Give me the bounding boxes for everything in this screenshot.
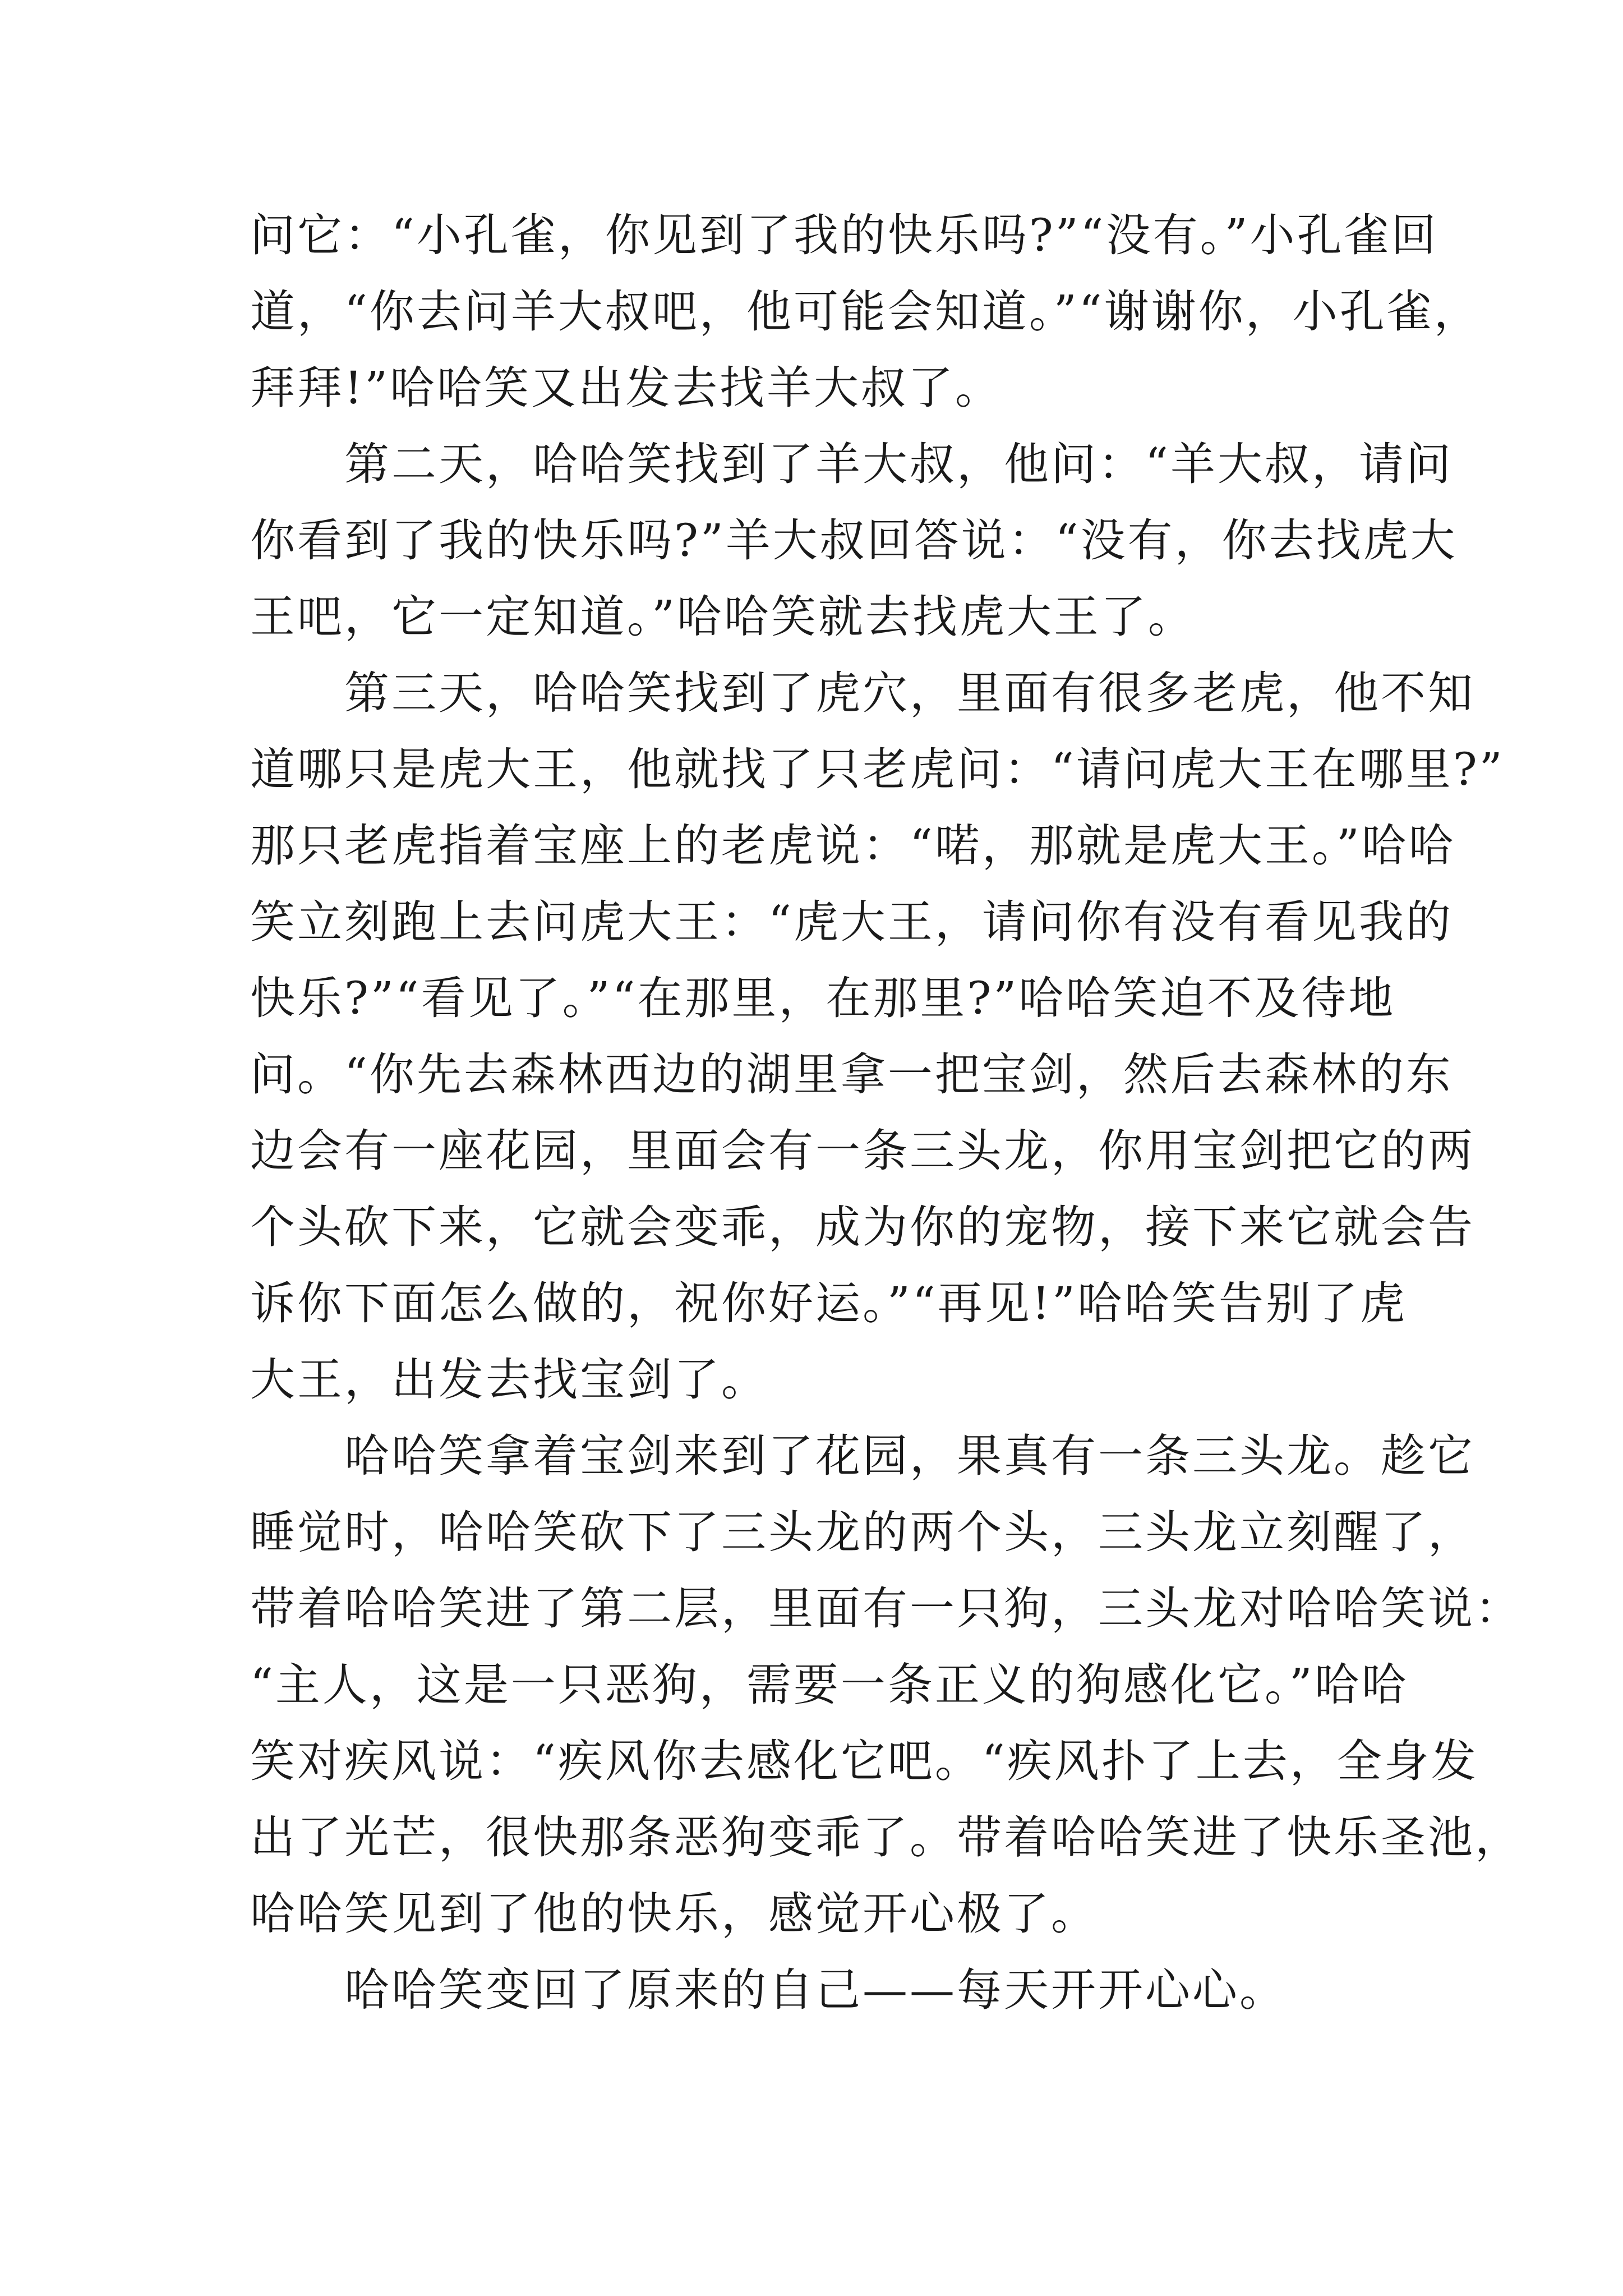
paragraph-5	[250, 1952, 1392, 2028]
text-line: 出了光芒，很快那条恶狗变乖了。带着哈哈笑进了快乐圣池，	[250, 1811, 1522, 1864]
text-line: 睡觉时，哈哈笑砍下了三头龙的两个头，三头龙立刻醒了，	[250, 1506, 1475, 1558]
text-line: 诉你下面怎么做的，祝你好运。”“再见!”哈哈笑告别了虎	[250, 1277, 1407, 1329]
paragraph-1	[250, 197, 1481, 426]
story-text	[250, 197, 1522, 2028]
text-line: 笑对疾风说：“疾风你去感化它吧。“疾风扑了上去，全身发	[250, 1735, 1478, 1787]
text-line: 问。“你先去森林西边的湖里拿一把宝剑，然后去森林的东	[250, 1048, 1453, 1101]
text-line: 那只老虎指着宝座上的老虎说：“喏，那就是虎大王。”哈哈	[250, 820, 1456, 872]
text-line: 笑立刻跑上去问虎大王：“虎大王，请问你有没有看见我的	[250, 896, 1453, 948]
text-line: 快乐?”“看见了。”“在那里，在那里?”哈哈笑迫不及待地	[250, 972, 1396, 1024]
text-line: 哈哈笑拿着宝剑来到了花园，果真有一条三头龙。趁它	[250, 1430, 1475, 1482]
text-line: 道，“你去问羊大叔吧，他可能会知道。”“谢谢你，小孔雀，	[250, 286, 1481, 338]
text-line: 第三天，哈哈笑找到了虎穴，里面有很多老虎，他不知	[250, 667, 1475, 719]
text-line: 哈哈笑变回了原来的自己——每天开开心心。	[250, 1964, 1287, 2016]
paragraph-3	[250, 655, 1505, 1418]
text-line: 王吧，它一定知道。”哈哈笑就去找虎大王了。	[250, 591, 1195, 643]
text-line: “主人，这是一只恶狗，需要一条正义的狗感化它。”哈哈	[250, 1659, 1409, 1711]
paragraph-4	[250, 1418, 1522, 1952]
text-line: 你看到了我的快乐吗?”羊大叔回答说：“没有，你去找虎大	[250, 514, 1458, 567]
text-line: 边会有一座花园，里面会有一条三头龙，你用宝剑把它的两	[250, 1125, 1475, 1177]
text-line: 哈哈笑见到了他的快乐，感觉开心极了。	[250, 1888, 1098, 1940]
text-line: 第二天，哈哈笑找到了羊大叔，他问：“羊大叔，请问	[250, 438, 1453, 490]
text-line: 个头砍下来，它就会变乖，成为你的宠物，接下来它就会告	[250, 1201, 1475, 1253]
text-line: 问它：“小孔雀，你见到了我的快乐吗?”“没有。”小孔雀回	[250, 209, 1438, 261]
paragraph-2	[250, 426, 1458, 655]
text-line: 道哪只是虎大王，他就找了只老虎问：“请问虎大王在哪里?”	[250, 743, 1505, 795]
text-line: 带着哈哈笑进了第二层，里面有一只狗，三头龙对哈哈笑说：	[250, 1582, 1522, 1635]
text-line: 拜拜!”哈哈笑又出发去找羊大叔了。	[250, 362, 1003, 414]
text-line: 大王，出发去找宝剑了。	[250, 1354, 768, 1406]
